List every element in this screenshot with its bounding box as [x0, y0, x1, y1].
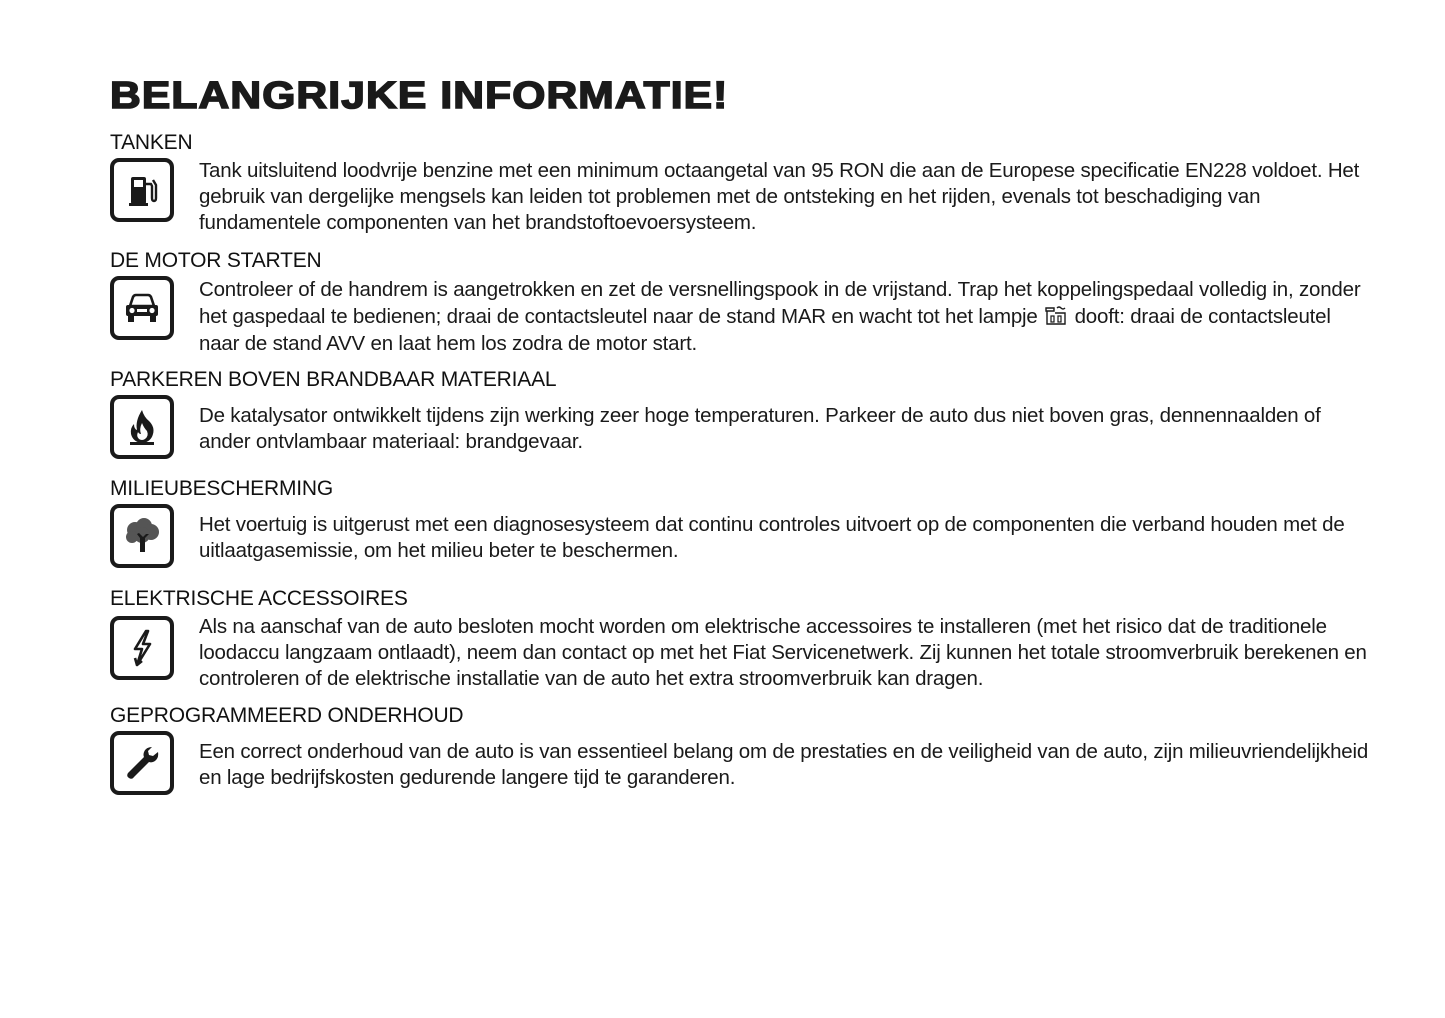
lightning-bolt-icon: [110, 616, 174, 680]
section-parkeren: [110, 367, 1370, 467]
text-after-inline-icon: dooft: draai de contactsleutel naar de stand AVV en laat hem los zodra de motor start.: [199, 305, 1331, 355]
wrench-icon: [110, 731, 174, 795]
section-milieubescherming: [110, 476, 1370, 576]
section-text: Als na aanschaf van de auto besloten mocht worden om elektrische accessoires te installeren (met het risico dat de traditionele loodaccu langzaam ontlaadt), neem dan contact op met het Fiat Servicenetwerk. Zij kunnen het totale stroomverbruik berekenen en controleren of de elektrische installatie van de auto het extra stroomverbruik kan dragen.: [199, 615, 1367, 690]
section-text: Tank uitsluitend loodvrije benzine met een minimum octaangetal van 95 RON die aan de Europese specificatie EN228 voldoet. Het gebruik van dergelijke mengsels kan leiden tot problemen met de ontsteking en het rijden, evenals tot beschadiging van fundamentele componenten van het brandstoftoevoersysteem.: [199, 159, 1360, 234]
page-title: BELANGRIJKE INFORMATIE!: [110, 75, 729, 117]
car-front-icon: [110, 276, 174, 340]
section-heading: ELEKTRISCHE ACCESSOIRES: [110, 587, 408, 610]
section-heading: DE MOTOR STARTEN: [110, 249, 322, 272]
section-geprogrammeerd-onderhoud: [110, 703, 1370, 803]
section-text: Het voertuig is uitgerust met een diagnosesysteem dat continu controles uitvoert op de componenten die verband houden met de uitlaatgasemissie, om het milieu beter te beschermen.: [199, 513, 1345, 562]
section-text: [199, 276, 1370, 357]
section-heading: TANKEN: [110, 131, 193, 154]
flame-icon: [110, 395, 174, 459]
tree-icon: [110, 504, 174, 568]
section-motor-starten: [110, 248, 1370, 360]
fuel-pump-icon: [110, 158, 174, 222]
section-elektrische-accessoires: [110, 586, 1370, 696]
glow-plug-warning-icon: [1043, 305, 1069, 327]
section-heading: MILIEUBESCHERMING: [110, 477, 333, 500]
section-text: Een correct onderhoud van de auto is van essentieel belang om de prestaties en de veiligheid van de auto, zijn milieuvriendelijkheid en lage bedrijfskosten gedurende langere tijd te garanderen.: [199, 740, 1369, 789]
section-heading: PARKEREN BOVEN BRANDBAAR MATERIAAL: [110, 368, 557, 391]
text-before-inline-icon: Controleer of de handrem is aangetrokken en zet de versnellingspook in de vrijstand. Trap het koppelingspedaal volledig in, zonder het gaspedaal te bedienen; draai de contactsleutel naar de stand MAR en wacht tot het lampje: [199, 278, 1361, 328]
section-tanken: [110, 130, 1370, 240]
section-text: De katalysator ontwikkelt tijdens zijn werking zeer hoge temperaturen. Parkeer de auto dus niet boven gras, dennennaalden of ander ontvlambaar materiaal: brandgevaar.: [199, 404, 1321, 453]
section-heading: GEPROGRAMMEERD ONDERHOUD: [110, 704, 464, 727]
